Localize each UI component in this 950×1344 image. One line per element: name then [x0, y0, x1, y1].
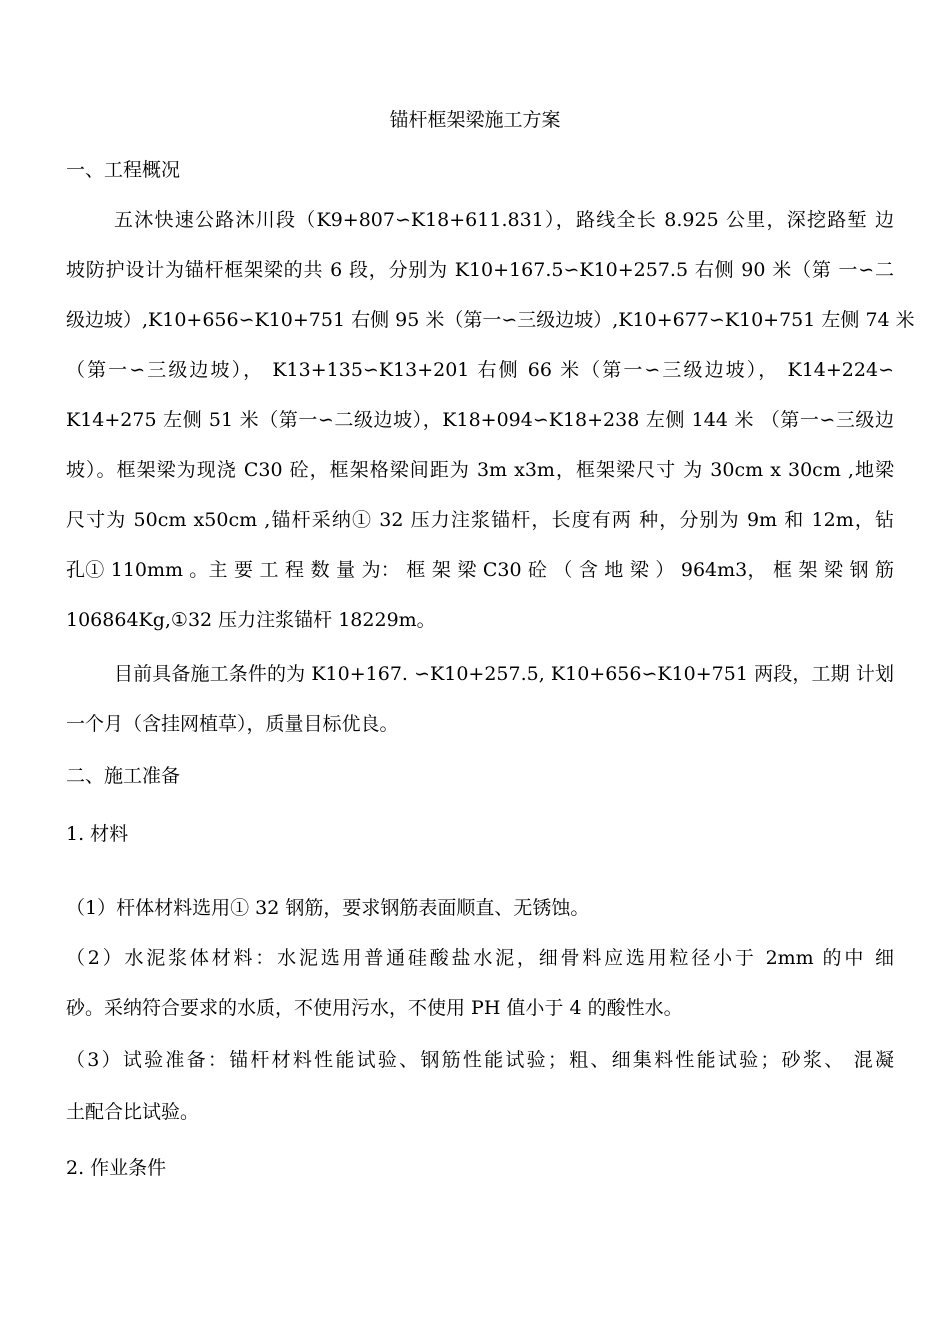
list-item-continuation: 土配合比试验。 [66, 1101, 200, 1123]
subsection-heading-materials: 1. 材料 [66, 823, 129, 845]
paragraph-line: 尺寸为 50cm x50cm ,锚杆采纳① 32 压力注浆锚杆，长度有两 种，分别为 9m 和 12m，钻 [66, 509, 894, 531]
paragraph-line: 一个月（含挂网植草），质量目标优良。 [66, 713, 399, 735]
paragraph-line: 目前具备施工条件的为 K10+167. ∽K10+257.5, K10+656∽K10+751 两段，工期 计划 [114, 663, 894, 685]
paragraph-line: 级边坡）,K10+656∽K10+751 右侧 95 米（第一∽三级边坡）,K10+677∽K10+751 左侧 74 米 [66, 309, 915, 331]
document-title: 锚杆框架梁施工方案 [389, 109, 561, 131]
subsection-heading-conditions: 2. 作业条件 [66, 1157, 167, 1179]
paragraph-line: （第一∽三级边坡）， K13+135∽K13+201 右侧 66 米（第一∽三级边坡）， K14+224∽ [66, 359, 894, 381]
paragraph-line: 孔① 110mm 。主 要 工 程 数 量 为： 框 架 梁 C30 砼 （ 含 地 梁 ） 964m3， 框 架 梁 钢 筋 [66, 559, 894, 581]
list-item-continuation: 砂。采纳符合要求的水质，不使用污水，不使用 PH 值小于 4 的酸性水。 [66, 997, 683, 1019]
list-item: （2）水泥浆体材料：水泥选用普通硅酸盐水泥，细骨料应选用粒径小于 2mm 的中 细 [66, 947, 894, 969]
paragraph-line: 坡）。框架梁为现浇 C30 砼，框架格梁间距为 3m x3m，框架梁尺寸 为 30cm x 30cm ,地梁 [66, 459, 894, 481]
paragraph-line: 五沐快速公路沐川段（K9+807∽K18+611.831），路线全长 8.925 公里，深挖路堑 边 [114, 209, 894, 231]
section-heading-preparation: 二、施工准备 [66, 765, 181, 787]
list-item: （3）试验准备：锚杆材料性能试验、钢筋性能试验；粗、细集料性能试验；砂浆、 混凝 [66, 1049, 894, 1071]
paragraph-line: 106864Kg,①32 压力注浆锚杆 18229m。 [66, 609, 436, 631]
paragraph-line: 坡防护设计为锚杆框架梁的共 6 段，分别为 K10+167.5∽K10+257.5 右侧 90 米（第 一∽二 [66, 259, 894, 281]
section-heading-overview: 一、工程概况 [66, 159, 181, 181]
list-item: （1）杆体材料选用① 32 钢筋，要求钢筋表面顺直、无锈蚀。 [66, 897, 590, 919]
paragraph-line: K14+275 左侧 51 米（第一∽二级边坡），K18+094∽K18+238 左侧 144 米 （第一∽三级边 [66, 409, 894, 431]
